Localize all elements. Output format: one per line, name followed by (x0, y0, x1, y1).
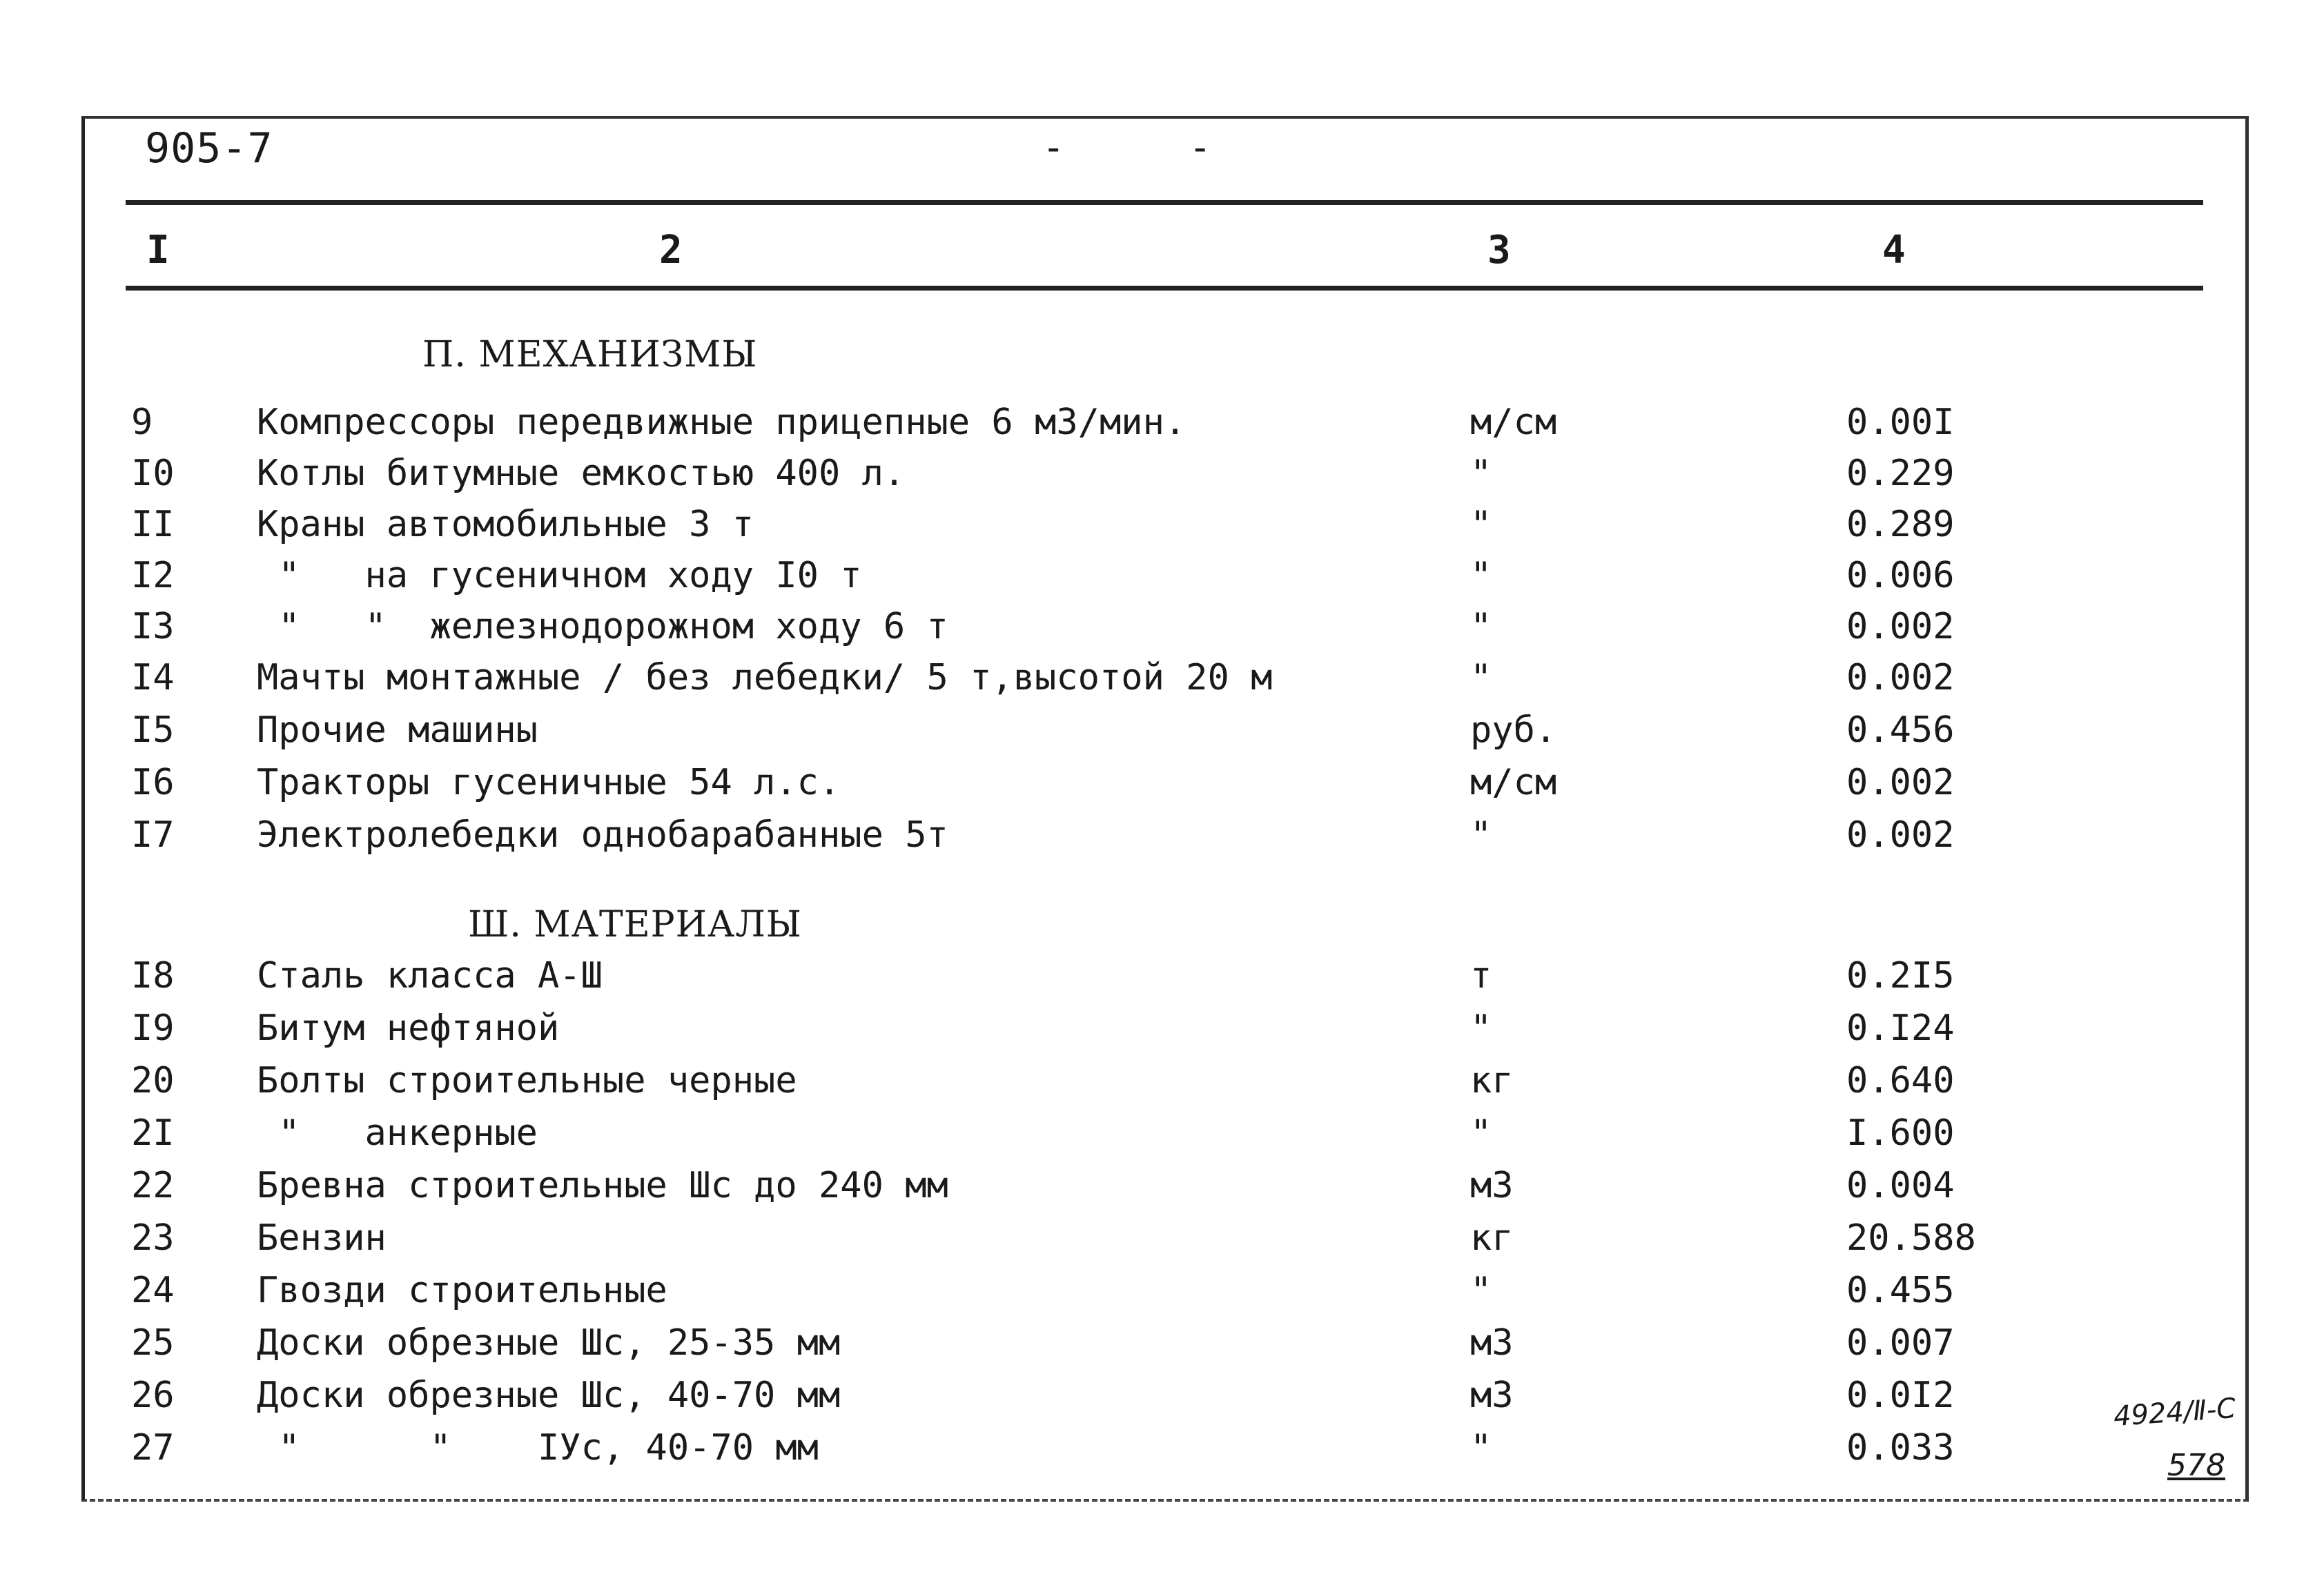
row-value: 0.456 (1846, 709, 1955, 751)
row-unit: " (1470, 1427, 1492, 1469)
table-row (0, 1217, 2324, 1270)
row-number: I5 (131, 709, 175, 751)
column-header-3: 3 (1487, 228, 1511, 273)
row-unit: " (1470, 1270, 1492, 1311)
row-number: I0 (131, 453, 175, 494)
row-name: Битум нефтяной (257, 1008, 560, 1049)
row-name: " на гусеничном ходу I0 т (257, 555, 862, 596)
row-name: Бревна строительные Шс до 240 мм (257, 1165, 948, 1206)
table-row (0, 709, 2324, 762)
row-name: " анкерные (257, 1112, 538, 1154)
row-value: 0.640 (1846, 1060, 1955, 1101)
column-header-2: 2 (659, 228, 683, 273)
row-unit: " (1470, 555, 1492, 596)
row-unit: " (1470, 657, 1492, 698)
column-header-1: I (146, 228, 170, 273)
row-name: Гвозди строительные (257, 1270, 667, 1311)
section-title-materials: Ш. МАТЕРИАЛЫ (468, 904, 802, 945)
row-value: 0.006 (1846, 555, 1955, 596)
table-row (0, 1322, 2324, 1375)
row-name: Доски обрезные Шс, 40-70 мм (257, 1375, 841, 1416)
row-unit: м3 (1470, 1165, 1514, 1206)
row-number: II (131, 504, 175, 545)
row-name: Мачты монтажные / без лебедки/ 5 т,высотой 20 м (257, 657, 1273, 698)
row-name: Котлы битумные емкостью 400 л. (257, 453, 906, 494)
table-row (0, 1165, 2324, 1217)
row-name: Электролебедки однобарабанные 5т (257, 814, 948, 856)
table-row (0, 1060, 2324, 1112)
row-unit: " (1470, 504, 1492, 545)
table-row (0, 1112, 2324, 1165)
row-value: 0.00I (1846, 402, 1955, 443)
row-value: 0.229 (1846, 453, 1955, 494)
row-name: Бензин (257, 1217, 387, 1259)
row-unit: руб. (1470, 709, 1557, 751)
row-number: I2 (131, 555, 175, 596)
row-number: 23 (131, 1217, 175, 1259)
table-row (0, 606, 2324, 658)
row-value: 0.002 (1846, 657, 1955, 698)
column-header-4: 4 (1882, 228, 1906, 273)
row-number: 26 (131, 1375, 175, 1416)
row-unit: кг (1470, 1060, 1514, 1101)
row-unit: м3 (1470, 1322, 1514, 1364)
row-value: 0.2I5 (1846, 955, 1955, 997)
row-number: 22 (131, 1165, 175, 1206)
row-name: Прочие машины (257, 709, 538, 751)
row-value: 0.007 (1846, 1322, 1955, 1364)
document-code: 905-7 (145, 124, 273, 173)
row-unit: м/см (1470, 762, 1557, 803)
section-title-mechanisms: П. МЕХАНИЗМЫ (422, 334, 758, 375)
row-number: 25 (131, 1322, 175, 1364)
table-row (0, 1008, 2324, 1060)
row-unit: м3 (1470, 1375, 1514, 1416)
row-unit: м/см (1470, 402, 1557, 443)
row-name: Краны автомобильные 3 т (257, 504, 754, 545)
page-mark: - (1042, 126, 1189, 169)
header-bottom-rule (126, 286, 2203, 291)
row-name: " " IУс, 40-70 мм (257, 1427, 819, 1469)
row-value: 0.033 (1846, 1427, 1955, 1469)
row-number: 24 (131, 1270, 175, 1311)
row-value: 0.002 (1846, 814, 1955, 856)
page-marks (1042, 126, 1336, 169)
row-unit: " (1470, 606, 1492, 647)
table-row (0, 453, 2324, 505)
row-name: Сталь класса А-Ш (257, 955, 603, 997)
row-number: 20 (131, 1060, 175, 1101)
archive-page-number: 578 (2167, 1448, 2225, 1483)
row-unit: " (1470, 453, 1492, 494)
row-number: I6 (131, 762, 175, 803)
row-value: 0.0I2 (1846, 1375, 1955, 1416)
row-unit: " (1470, 1112, 1492, 1154)
table-row (0, 504, 2324, 556)
row-unit: " (1470, 814, 1492, 856)
row-value: 0.002 (1846, 762, 1955, 803)
row-number: I3 (131, 606, 175, 647)
table-row (0, 402, 2324, 454)
table-row (0, 657, 2324, 709)
row-number: 9 (131, 402, 153, 443)
table-row (0, 555, 2324, 607)
table-row (0, 1375, 2324, 1427)
row-number: I9 (131, 1008, 175, 1049)
row-name: Тракторы гусеничные 54 л.с. (257, 762, 841, 803)
row-number: I4 (131, 657, 175, 698)
row-unit: т (1470, 955, 1492, 997)
row-number: I8 (131, 955, 175, 997)
row-value: I.600 (1846, 1112, 1955, 1154)
row-value: 0.455 (1846, 1270, 1955, 1311)
row-value: 0.I24 (1846, 1008, 1955, 1049)
row-number: I7 (131, 814, 175, 856)
row-value: 0.002 (1846, 606, 1955, 647)
row-value: 20.588 (1846, 1217, 1976, 1259)
row-value: 0.289 (1846, 504, 1955, 545)
row-name: " " железнодорожном ходу 6 т (257, 606, 948, 647)
table-row (0, 814, 2324, 867)
table-row (0, 955, 2324, 1008)
row-unit: кг (1470, 1217, 1514, 1259)
header-top-rule (126, 200, 2203, 205)
table-row (0, 1427, 2324, 1480)
table-row (0, 762, 2324, 814)
row-name: Компрессоры передвижные прицепные 6 м3/мин. (257, 402, 1187, 443)
row-name: Болты строительные черные (257, 1060, 797, 1101)
row-number: 27 (131, 1427, 175, 1469)
row-value: 0.004 (1846, 1165, 1955, 1206)
archive-stamp: 4924/Ⅱ-С (2112, 1392, 2237, 1433)
table-row (0, 1270, 2324, 1322)
row-name: Доски обрезные Шс, 25-35 мм (257, 1322, 841, 1364)
row-number: 2I (131, 1112, 175, 1154)
row-unit: " (1470, 1008, 1492, 1049)
page-mark: - (1189, 126, 1336, 169)
